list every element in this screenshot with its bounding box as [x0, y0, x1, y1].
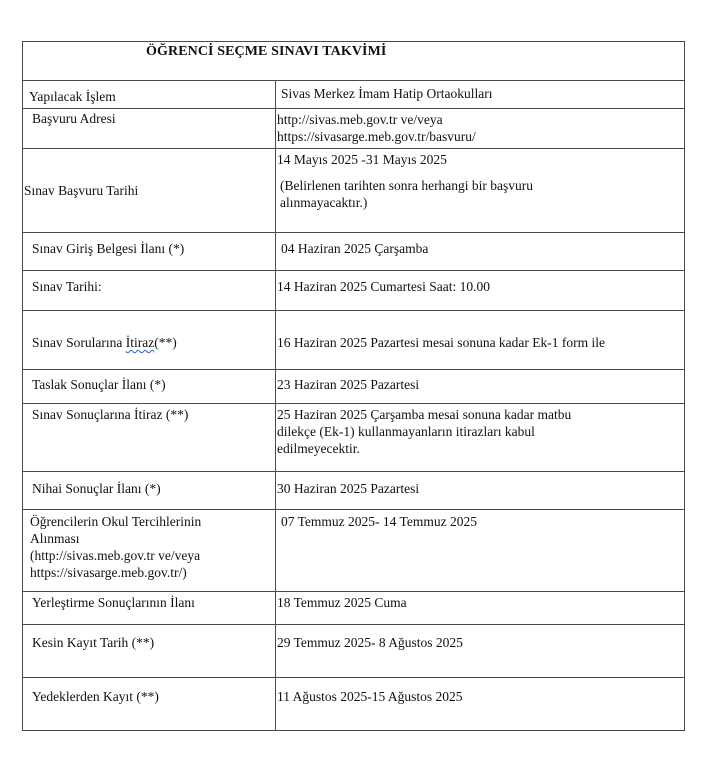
preferences-label-3: (http://sivas.meb.gov.tr ve/veya [30, 548, 201, 563]
objection-line-2: dilekçe (Ek-1) kullanmayanların itirazları kabul [277, 424, 535, 439]
table-title-row [23, 42, 685, 81]
table-row [23, 311, 685, 370]
row-label: Sınav Tarihi: [23, 271, 276, 311]
table-row [23, 233, 685, 271]
table-row [23, 271, 685, 311]
row-label: Kesin Kayıt Tarih (**) [23, 625, 276, 678]
row-value [276, 149, 685, 233]
row-value: 23 Haziran 2025 Pazartesi [276, 370, 685, 404]
row-label [23, 311, 276, 370]
row-value: 07 Temmuz 2025- 14 Temmuz 2025 [276, 510, 685, 592]
row-label-part: (**) [154, 335, 177, 350]
preferences-label-4: https://sivasarge.meb.gov.tr/) [30, 565, 187, 580]
table-row [23, 678, 685, 731]
row-label: Nihai Sonuçlar İlanı (*) [23, 472, 276, 510]
table-row [23, 510, 685, 592]
row-value: 30 Haziran 2025 Pazartesi [276, 472, 685, 510]
application-note-line-1: (Belirlenen tarihten sonra herhangi bir başvuru [280, 178, 534, 193]
application-note [277, 177, 684, 211]
objection-line-1: 25 Haziran 2025 Çarşamba mesai sonuna kadar matbu [277, 407, 572, 422]
table-row [23, 592, 685, 625]
row-label-part: Sınav Sorularına [32, 335, 126, 350]
address-line-2: https://sivasarge.meb.gov.tr/basvuru/ [277, 129, 476, 144]
table-row [23, 472, 685, 510]
row-value [276, 404, 685, 472]
row-label-underlined: İtiraz [125, 335, 155, 350]
row-value: 04 Haziran 2025 Çarşamba [276, 233, 685, 271]
preferences-label-2: Alınması [30, 531, 80, 546]
application-dates: 14 Mayıs 2025 -31 Mayıs 2025 [277, 152, 447, 167]
row-label: Taslak Sonuçlar İlanı (*) [23, 370, 276, 404]
row-label: Yerleştirme Sonuçlarının İlanı [23, 592, 276, 625]
row-value [276, 109, 685, 149]
row-label: Sınav Giriş Belgesi İlanı (*) [23, 233, 276, 271]
table-row [23, 370, 685, 404]
address-line-1: http://sivas.meb.gov.tr ve/veya [277, 112, 443, 127]
table-row [23, 404, 685, 472]
row-label: Yedeklerden Kayıt (**) [23, 678, 276, 731]
table-row [23, 149, 685, 233]
table-row [23, 109, 685, 149]
row-label: Sınav Sonuçlarına İtiraz (**) [23, 404, 276, 472]
row-label: Başvuru Adresi [23, 109, 276, 149]
row-value: 18 Temmuz 2025 Cuma [276, 592, 685, 625]
row-label: Sınav Başvuru Tarihi [23, 149, 276, 233]
row-value: 29 Temmuz 2025- 8 Ağustos 2025 [276, 625, 685, 678]
table-row [23, 625, 685, 678]
schedule-table [22, 41, 685, 731]
row-label [23, 510, 276, 592]
row-value: 11 Ağustos 2025-15 Ağustos 2025 [276, 678, 685, 731]
objection-line-3: edilmeyecektir. [277, 441, 360, 456]
application-note-line-2: alınmayacaktır.) [280, 195, 368, 210]
table-row [23, 81, 685, 109]
row-value: Sivas Merkez İmam Hatip Ortaokulları [276, 81, 685, 109]
row-value: 14 Haziran 2025 Cumartesi Saat: 10.00 [276, 271, 685, 311]
row-label: Yapılacak İşlem [23, 81, 276, 109]
table-title: ÖĞRENCİ SEÇME SINAVI TAKVİMİ [23, 42, 685, 81]
preferences-label-1: Öğrencilerin Okul Tercihlerinin [30, 514, 202, 529]
row-value: 16 Haziran 2025 Pazartesi mesai sonuna kadar Ek-1 form ile [276, 311, 685, 370]
